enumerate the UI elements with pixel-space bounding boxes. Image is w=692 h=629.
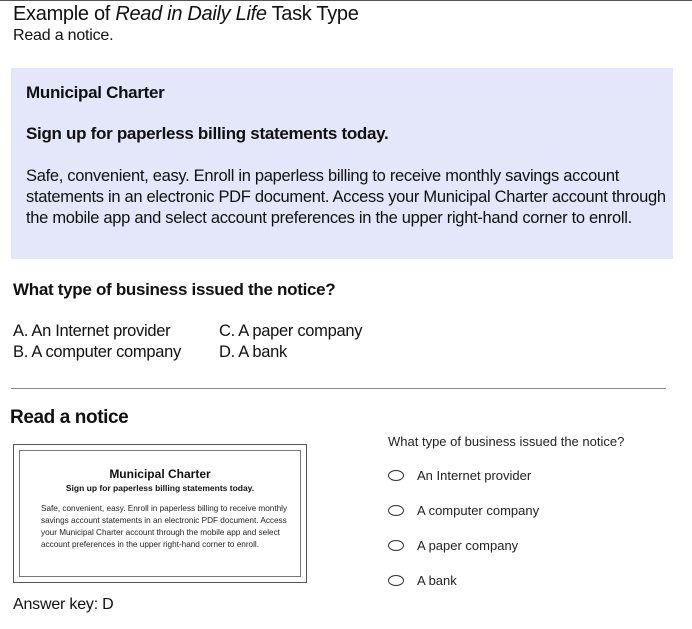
choice-paper-company[interactable]: [388, 536, 518, 554]
choice-bank[interactable]: [388, 571, 457, 589]
radio-circle-icon[interactable]: [388, 575, 404, 586]
card-title: Municipal Charter: [109, 467, 211, 481]
answer-key: Answer key: D: [13, 596, 114, 613]
question-text: What type of business issued the notice?: [13, 280, 336, 299]
notice-body: Safe, convenient, easy. Enroll in paperless billing to receive monthly savings account statements in an electronic PDF document. Access your Municipal Charter account through the mobile app and select account preferences in the upper right-hand corner to enroll.: [26, 167, 666, 227]
choice-internet-provider[interactable]: [388, 466, 531, 484]
notice-card-inner: [19, 450, 301, 577]
option-a: A. An Internet provider: [13, 322, 171, 340]
page-title: Example of Read in Daily Life Task Type: [13, 3, 359, 25]
page-subtitle: Read a notice.: [13, 27, 114, 44]
notice-org: Municipal Charter: [26, 83, 165, 102]
radio-circle-icon[interactable]: [388, 470, 404, 481]
option-c: C. A paper company: [219, 322, 363, 340]
option-b: B. A computer company: [13, 343, 181, 361]
notice-card: [13, 444, 307, 583]
option-d: D. A bank: [219, 343, 287, 361]
top-rule: [0, 0, 692, 1]
card-subtitle: Sign up for paperless billing statements today.: [65, 483, 255, 493]
choice-label: A paper company: [417, 537, 519, 553]
section-divider: [11, 388, 666, 389]
example-section-title: Read a notice: [10, 407, 129, 428]
choice-label: A bank: [417, 572, 457, 588]
radio-circle-icon[interactable]: [388, 540, 404, 551]
example-question: What type of business issued the notice?: [388, 434, 625, 449]
choice-label: An Internet provider: [417, 467, 532, 483]
notice-headline: Sign up for paperless billing statements today.: [26, 124, 389, 143]
notice-box: [11, 68, 673, 259]
choice-label: A computer company: [417, 502, 540, 518]
choice-computer-company[interactable]: [388, 501, 539, 519]
radio-circle-icon[interactable]: [388, 505, 404, 516]
card-body: Safe, convenient, easy. Enroll in paperless billing to receive monthly savings account statements in an electronic PDF document. Access your Municipal Charter account through the mobile app and select account preferences in the upper right-hand corner to enroll.: [41, 504, 288, 549]
